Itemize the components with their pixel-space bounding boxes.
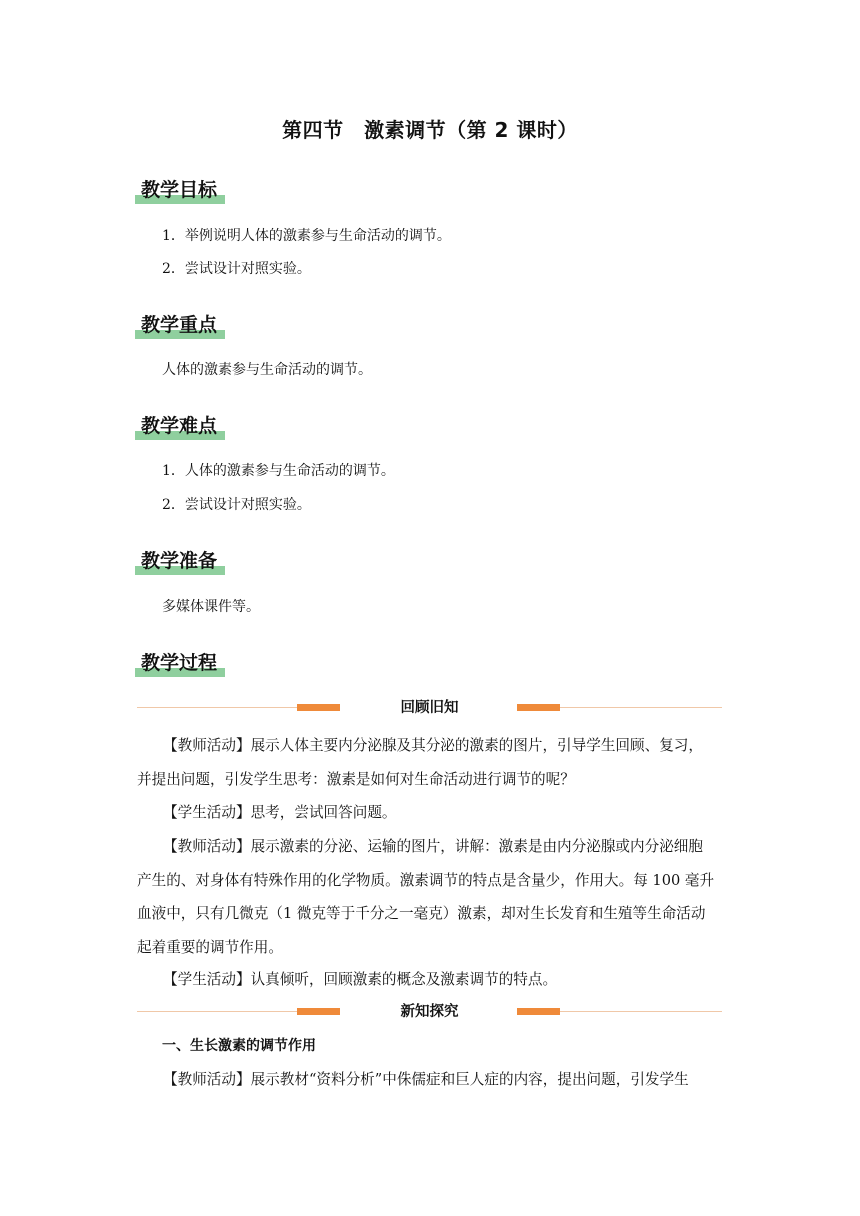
preparation-text: 多媒体课件等。: [162, 599, 260, 615]
explore-paragraph-1: [137, 1063, 733, 1097]
goal-item-1: 1．举例说明人体的激素参与生命活动的调节。: [162, 228, 451, 244]
subsection-heading: 一、生长激素的调节作用: [162, 1038, 316, 1054]
page-title: 第四节 激素调节（第 2 课时）: [282, 118, 578, 142]
paragraph-line: 起着重要的调节作用。: [137, 938, 283, 956]
review-paragraph-1: [137, 729, 733, 796]
review-paragraph-4: [137, 963, 733, 997]
banner-text: 回顾旧知: [400, 700, 459, 716]
difficulty-item-2: 2．尝试设计对照实验。: [162, 497, 311, 513]
review-paragraph-3: [137, 830, 733, 964]
heading-text: 教学目标: [141, 179, 218, 201]
section-banner-explore: [137, 1000, 722, 1024]
paragraph-line: 【教师活动】展示激素的分泌、运输的图片，讲解：激素是由内分泌腺或内分泌细胞: [163, 838, 703, 855]
goal-item-2: 2．尝试设计对照实验。: [162, 261, 311, 277]
review-paragraph-2: [137, 796, 733, 830]
banner-text: 新知探究: [400, 1004, 459, 1020]
paragraph-line: 产生的、对身体有特殊作用的化学物质。激素调节的特点是含量少，作用大。每 100 毫升: [137, 871, 715, 889]
paragraph-line: 血液中，只有几微克（1 微克等于千分之一毫克）激素，却对生长发育和生殖等生命活动: [137, 905, 706, 922]
heading-text: 教学难点: [141, 415, 218, 437]
paragraph-line: 【学生活动】认真倾听，回顾激素的概念及激素调节的特点。: [163, 971, 558, 988]
heading-text: 教学过程: [141, 652, 218, 674]
paragraph-line: 【学生活动】思考，尝试回答问题。: [163, 804, 397, 821]
difficulty-item-1: 1．人体的激素参与生命活动的调节。: [162, 463, 395, 479]
heading-text: 教学准备: [141, 550, 218, 572]
paragraph-line: 并提出问题，引发学生思考：激素是如何对生命活动进行调节的呢？: [137, 770, 575, 788]
paragraph-line: 【教师活动】展示教材“资料分析”中侏儒症和巨人症的内容，提出问题，引发学生: [163, 1071, 689, 1088]
paragraph-line: 【教师活动】展示人体主要内分泌腺及其分泌的激素的图片，引导学生回顾、复习，: [163, 737, 703, 754]
section-banner-review: [137, 696, 722, 720]
key-points-text: 人体的激素参与生命活动的调节。: [162, 362, 372, 378]
heading-text: 教学重点: [141, 314, 218, 336]
